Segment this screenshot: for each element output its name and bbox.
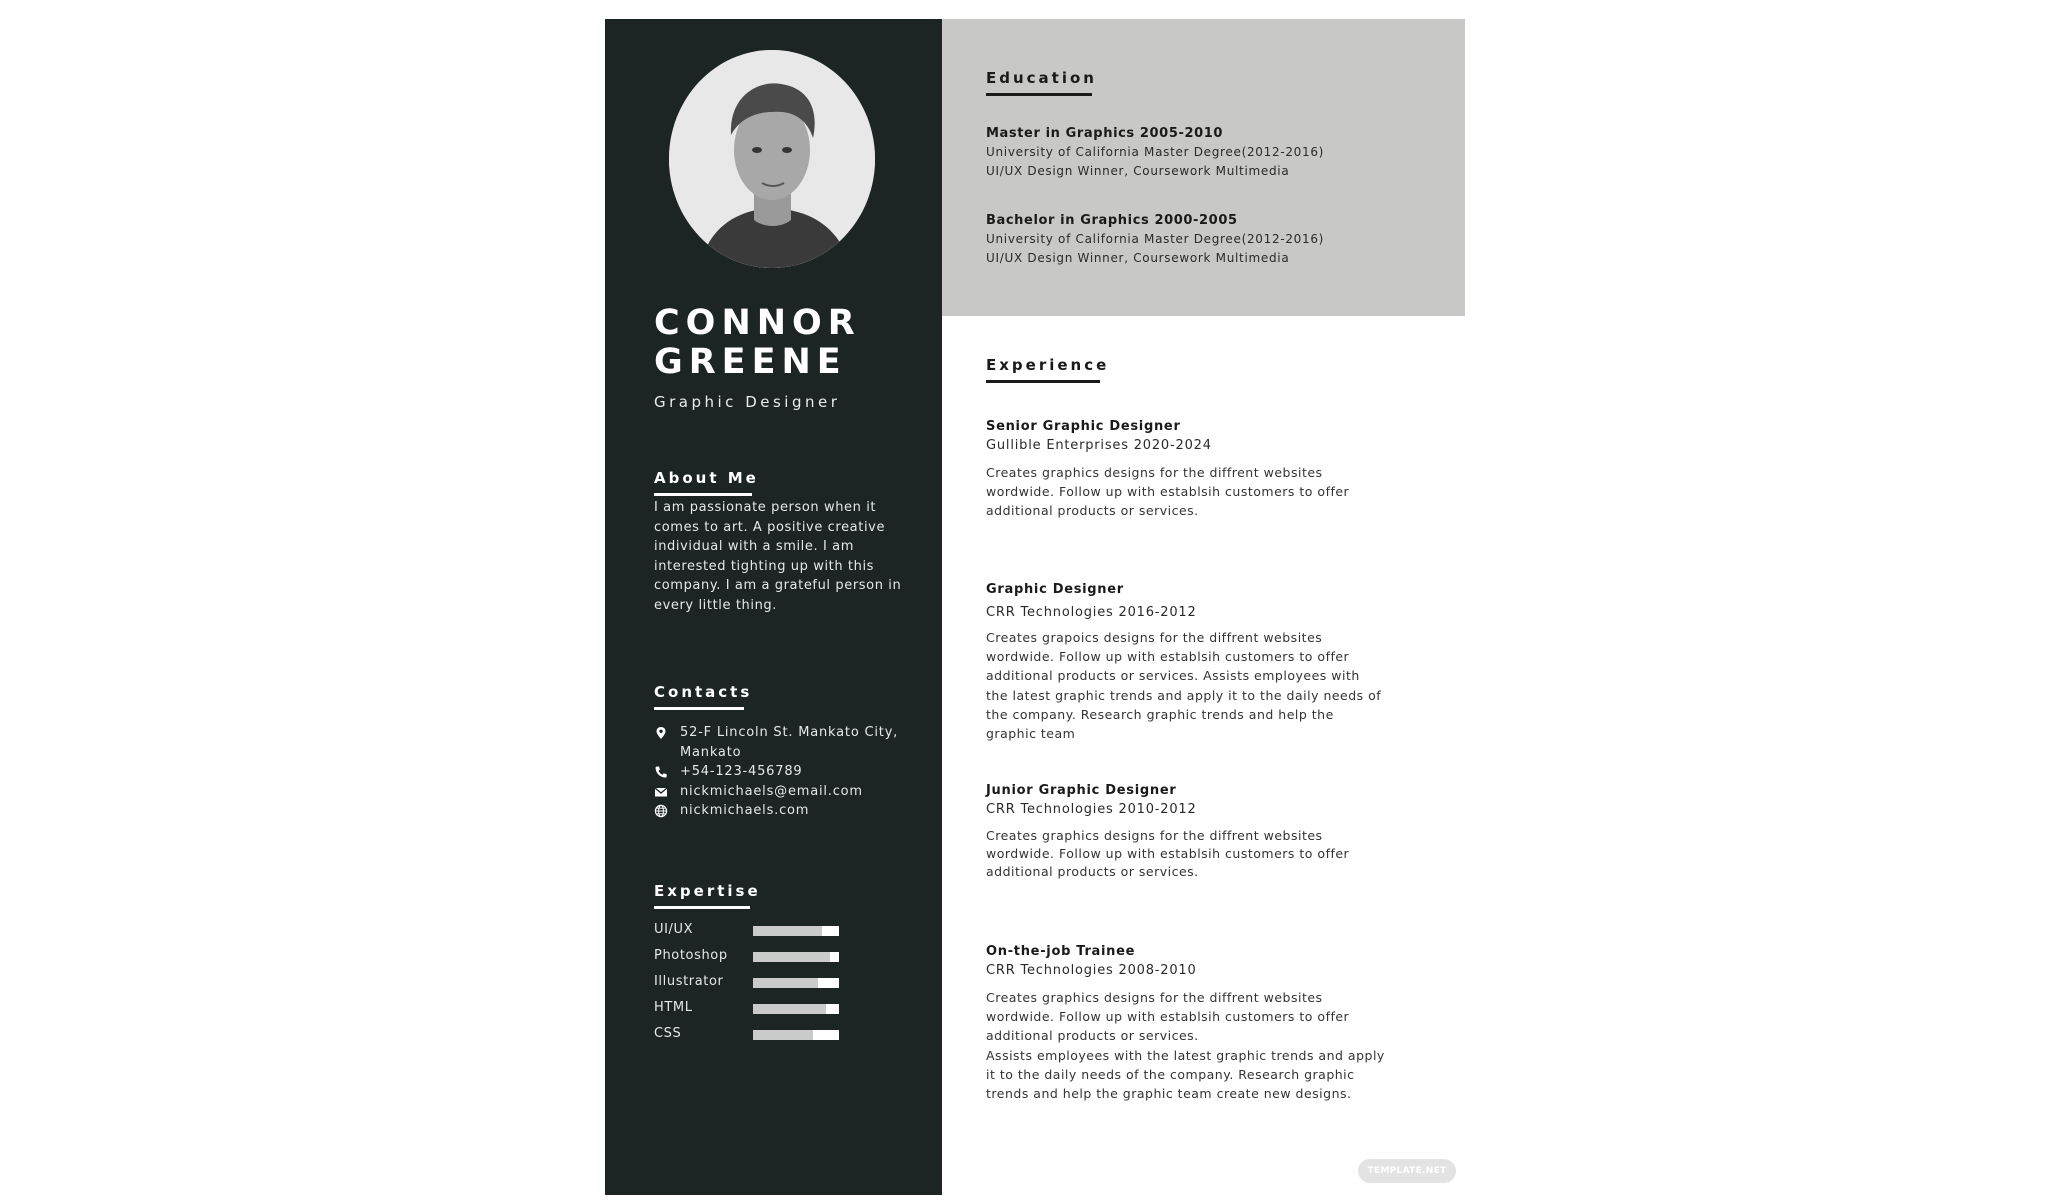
skill-bar <box>753 952 839 962</box>
education-line: University of California Master Degree(2012-2016) <box>986 145 1325 159</box>
contact-email-text: nickmichaels@email.com <box>680 783 863 799</box>
skill-bar-fill <box>753 978 818 988</box>
education-heading-underline <box>986 93 1092 96</box>
experience-heading <box>986 356 1109 374</box>
education-title: Master in Graphics 2005-2010 <box>986 126 1224 141</box>
resume-page <box>605 19 1465 1195</box>
skill-label: CSS <box>654 1026 682 1041</box>
contact-address <box>654 723 924 762</box>
contacts-heading <box>654 683 752 701</box>
education-line: University of California Master Degree(2012-2016) <box>986 232 1325 246</box>
skill-bar-fill <box>753 952 830 962</box>
contact-website-text: nickmichaels.com <box>680 803 810 818</box>
contact-phone <box>654 762 924 782</box>
experience-heading-underline <box>986 380 1100 383</box>
envelope-icon <box>654 785 668 799</box>
experience-description: Creates graphics designs for the diffrent websites wordwide. Follow up with establsih customers to offer additional products or services. <box>986 465 1350 519</box>
skill-label: HTML <box>654 1000 693 1015</box>
experience-description: Creates graphics designs for the diffrent websites wordwide. Follow up with establsih customers to offer additional products or services. <box>986 990 1350 1044</box>
education-panel <box>942 19 1465 316</box>
location-pin-icon <box>654 726 668 740</box>
experience-company: Gullible Enterprises 2020-2024 <box>986 438 1212 453</box>
experience-company: CRR Technologies 2016-2012 <box>986 605 1197 620</box>
skill-row <box>654 1026 904 1052</box>
experience-title: On-the-job Trainee <box>986 944 1136 959</box>
about-heading <box>654 469 759 487</box>
experience-item <box>986 580 1386 743</box>
watermark-badge: TEMPLATE.NET <box>1358 1159 1456 1183</box>
experience-title: Junior Graphic Designer <box>986 783 1177 798</box>
skill-label: Photoshop <box>654 948 728 963</box>
education-item <box>986 125 1426 181</box>
skill-bar-fill <box>753 1030 813 1040</box>
experience-title: Senior Graphic Designer <box>986 419 1181 434</box>
sidebar <box>605 19 942 1195</box>
expertise-heading-underline <box>654 906 750 909</box>
contact-website <box>654 801 924 821</box>
contact-address-text: 52-F Lincoln St. Mankato City, Mankato <box>680 725 899 760</box>
phone-icon <box>654 765 668 779</box>
experience-heading-text: Experience <box>986 356 1110 374</box>
expertise-heading <box>654 882 761 900</box>
education-heading <box>986 69 1097 87</box>
name-last: GREENE <box>654 342 847 382</box>
education-title: Bachelor in Graphics 2000-2005 <box>986 213 1238 228</box>
skill-bar-fill <box>753 926 822 936</box>
skill-bar <box>753 1030 839 1040</box>
experience-description: Creates graphics designs for the diffrent websites wordwide. Follow up with establsih customers to offer additional products or services. <box>986 828 1350 879</box>
skill-row <box>654 948 904 974</box>
experience-item <box>986 942 1386 1103</box>
candidate-name <box>654 304 861 382</box>
about-heading-underline <box>654 493 752 496</box>
experience-company: CRR Technologies 2010-2012 <box>986 802 1197 817</box>
globe-icon <box>654 804 668 818</box>
contacts-heading-text: Contacts <box>654 683 753 701</box>
about-heading-text: About Me <box>654 469 759 487</box>
skills-list <box>654 922 904 1052</box>
skill-row <box>654 974 904 1000</box>
contacts-list <box>654 723 924 821</box>
experience-company: CRR Technologies 2008-2010 <box>986 963 1197 978</box>
education-line: UI/UX Design Winner, Coursework Multimedia <box>986 251 1290 265</box>
expertise-heading-text: Expertise <box>654 882 761 900</box>
about-text: I am passionate person when it comes to art. A positive creative individual with a smile. I am interested tighting up with this company. I am a grateful person in every little thing. <box>654 500 902 613</box>
contact-phone-text: +54-123-456789 <box>680 764 803 779</box>
skill-bar <box>753 978 839 988</box>
experience-item <box>986 417 1386 521</box>
experience-item <box>986 781 1386 881</box>
profile-photo <box>669 50 875 268</box>
experience-description: Assists employees with the latest graphic trends and apply it to the daily needs of the company. Research graphic trends and help the graphic team create new designs. <box>986 1047 1385 1102</box>
name-first: CONNOR <box>654 303 861 343</box>
skill-bar <box>753 1004 839 1014</box>
education-line: UI/UX Design Winner, Coursework Multimedia <box>986 164 1290 178</box>
skill-label: Illustrator <box>654 974 724 989</box>
education-item <box>986 212 1426 268</box>
contacts-heading-underline <box>654 707 744 710</box>
skill-bar-fill <box>753 1004 826 1014</box>
experience-description: Creates grapoics designs for the diffrent websites wordwide. Follow up with establsih customers to offer additional products or services. Assists employees with the latest graphic trends and apply it to the daily needs of the company. Research graphic trends and help the graphic team <box>986 630 1382 742</box>
skill-label: UI/UX <box>654 922 694 937</box>
experience-title: Graphic Designer <box>986 582 1124 597</box>
contact-email <box>654 782 924 802</box>
job-role: Graphic Designer <box>654 393 841 411</box>
education-heading-text: Education <box>986 69 1097 87</box>
skill-row <box>654 1000 904 1026</box>
skill-row <box>654 922 904 948</box>
skill-bar <box>753 926 839 936</box>
